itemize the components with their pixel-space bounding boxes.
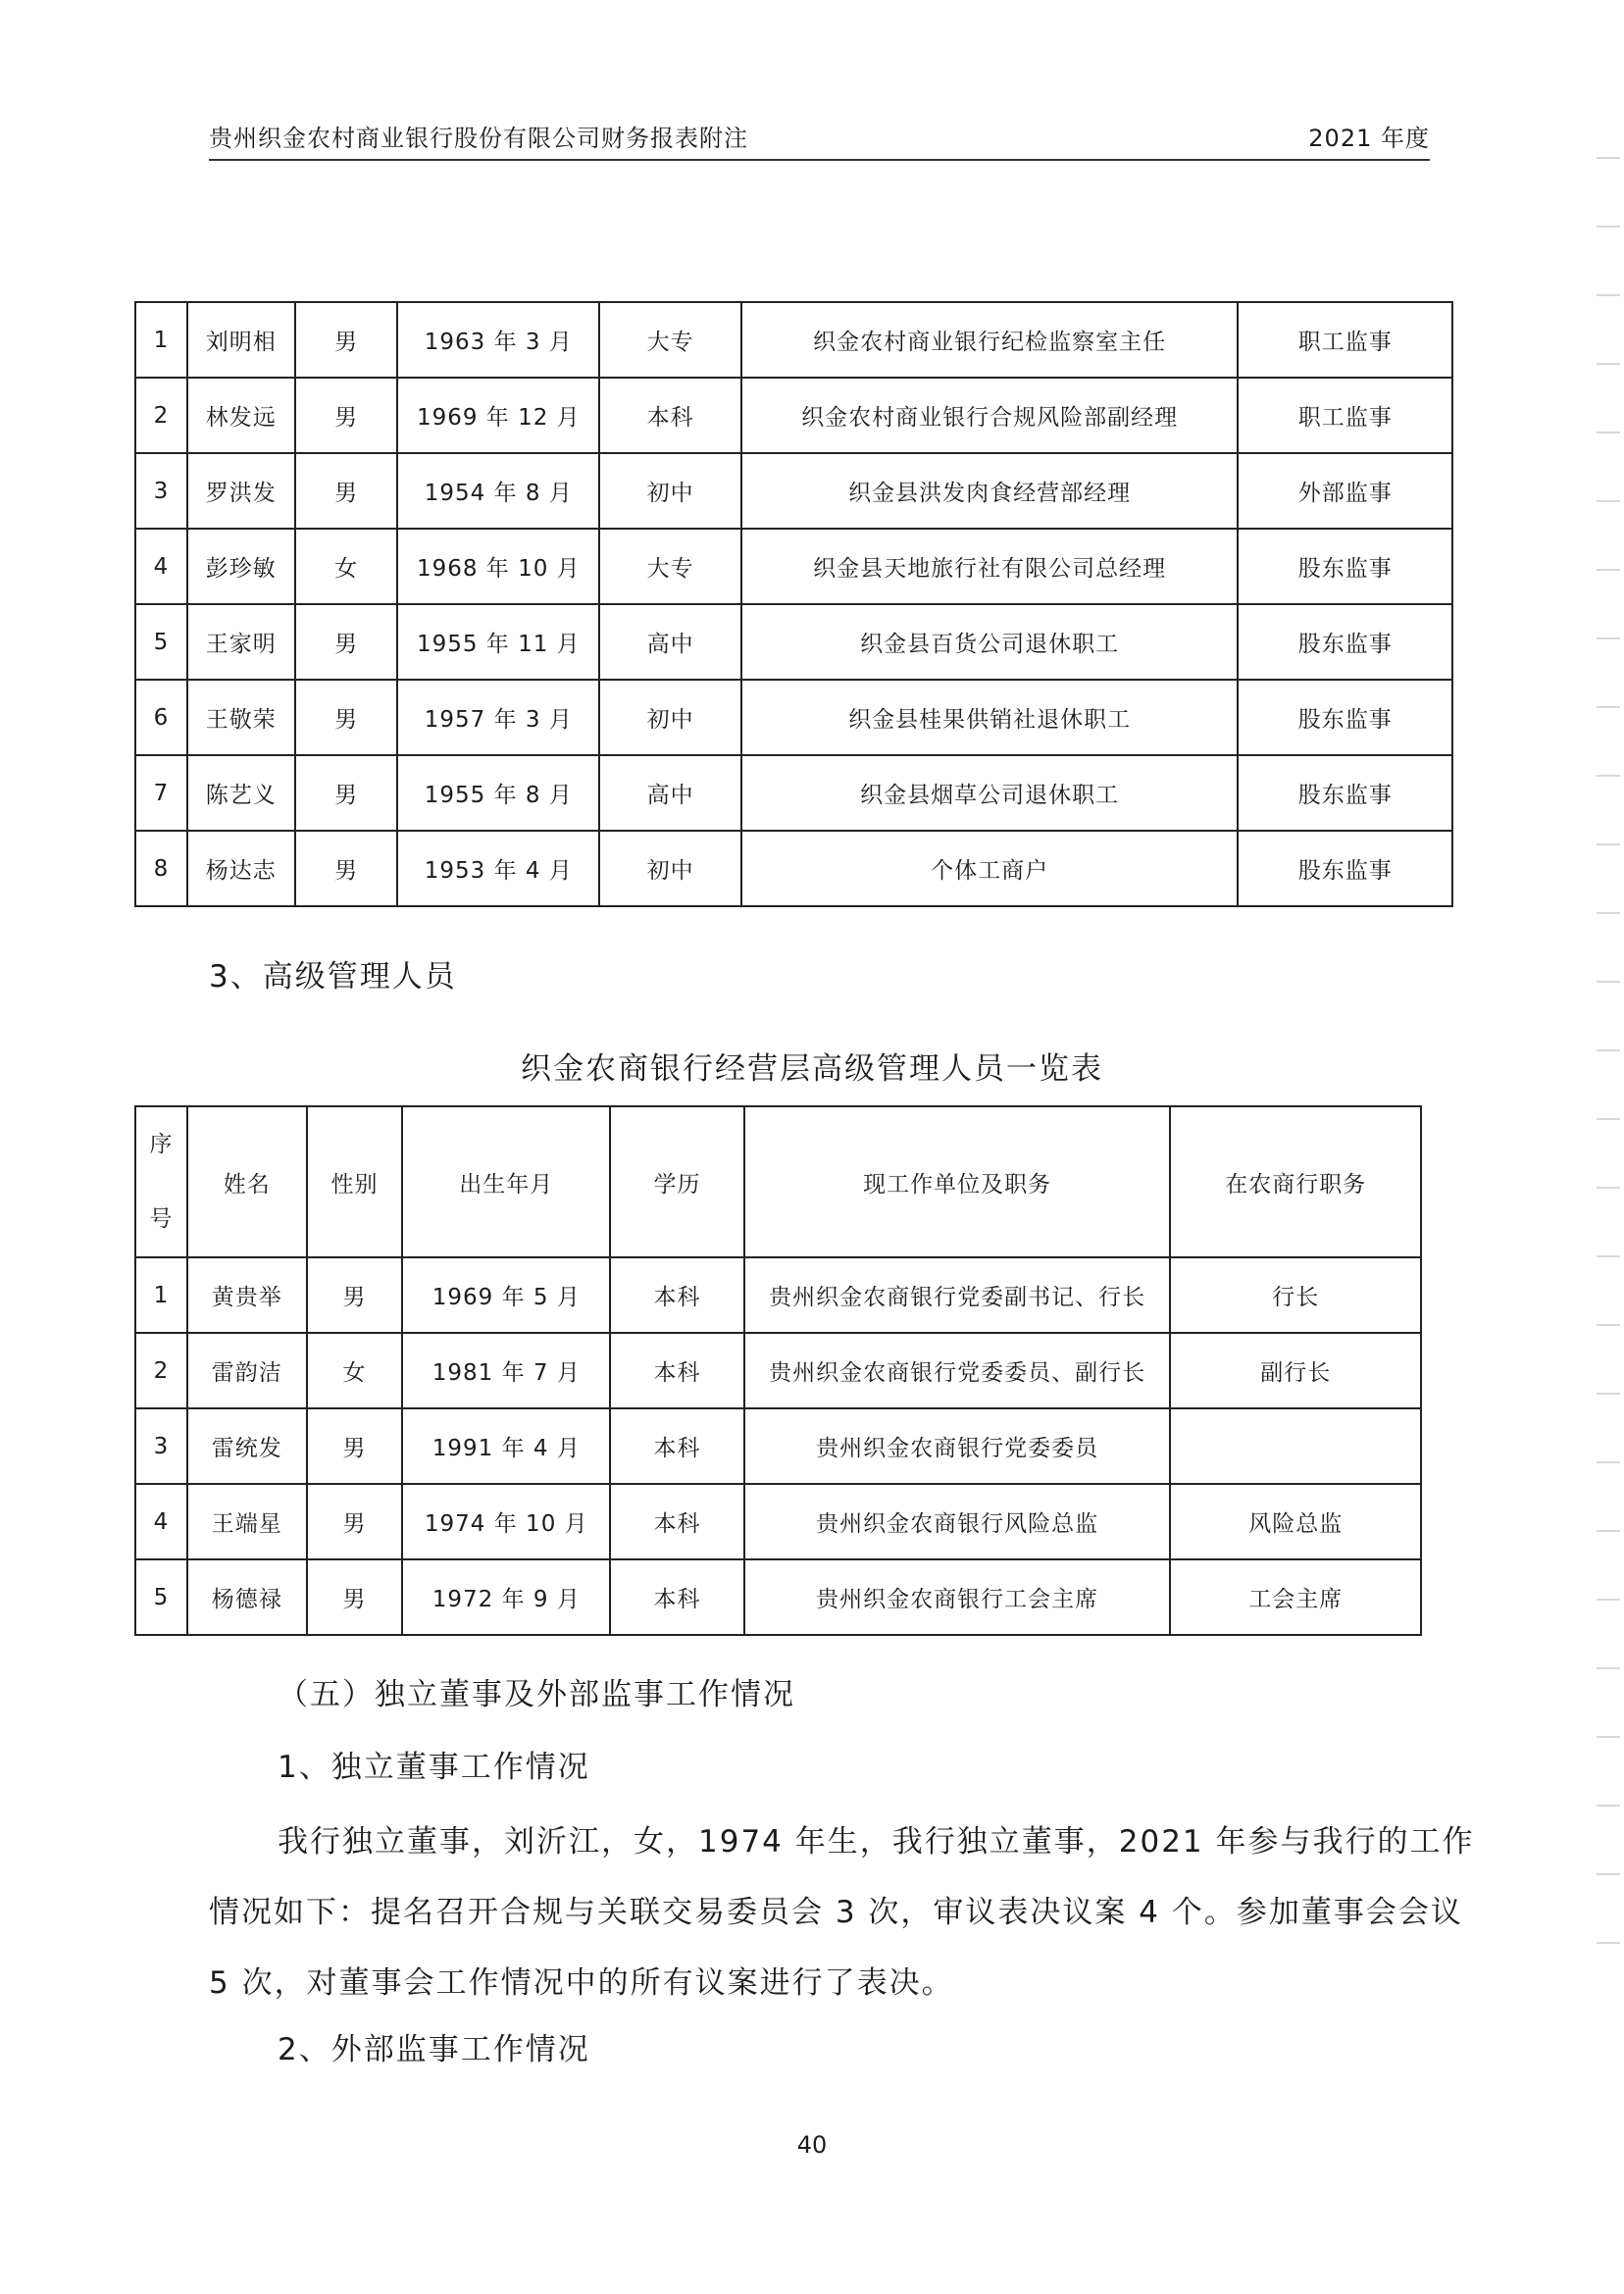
cell-gender: 男 xyxy=(295,302,398,378)
cell-birth: 1963 年 3 月 xyxy=(397,302,599,378)
cell-no: 8 xyxy=(135,831,187,906)
cell-unit: 织金县烟草公司退休职工 xyxy=(741,755,1239,831)
cell-education: 大专 xyxy=(599,302,741,378)
header-name: 姓名 xyxy=(187,1106,307,1257)
cell-birth: 1981 年 7 月 xyxy=(402,1333,610,1408)
cell-gender: 男 xyxy=(295,831,398,906)
header-education: 学历 xyxy=(610,1106,744,1257)
table-row xyxy=(135,1559,1421,1635)
table-row xyxy=(135,680,1452,755)
cell-gender: 女 xyxy=(307,1333,403,1408)
management-table-header xyxy=(135,1106,1421,1257)
cell-education: 本科 xyxy=(610,1333,744,1408)
cell-unit: 织金农村商业银行合规风险部副经理 xyxy=(741,378,1239,453)
cell-unit: 织金农村商业银行纪检监察室主任 xyxy=(741,302,1239,378)
supervisors-table xyxy=(134,301,1453,907)
cell-no: 1 xyxy=(135,1257,187,1333)
cell-role: 风险总监 xyxy=(1170,1484,1421,1559)
cell-name: 杨达志 xyxy=(187,831,295,906)
table-row xyxy=(135,302,1452,378)
cell-role: 职工监事 xyxy=(1238,378,1452,453)
cell-birth: 1968 年 10 月 xyxy=(397,529,599,604)
cell-gender: 男 xyxy=(307,1484,403,1559)
cell-gender: 女 xyxy=(295,529,398,604)
cell-education: 高中 xyxy=(599,755,741,831)
cell-education: 本科 xyxy=(610,1484,744,1559)
cell-no: 1 xyxy=(135,302,187,378)
table-row xyxy=(135,529,1452,604)
cell-unit: 贵州织金农商银行党委委员、副行长 xyxy=(744,1333,1171,1408)
cell-role: 股东监事 xyxy=(1238,604,1452,680)
cell-no: 4 xyxy=(135,529,187,604)
table-row xyxy=(135,1408,1421,1484)
section5-heading: （五）独立董事及外部监事工作情况 xyxy=(278,1677,795,1712)
section3-heading: 3、高级管理人员 xyxy=(209,959,457,994)
cell-gender: 男 xyxy=(307,1257,403,1333)
cell-education: 本科 xyxy=(599,378,741,453)
table-row xyxy=(135,1333,1421,1408)
cell-role: 股东监事 xyxy=(1238,755,1452,831)
cell-gender: 男 xyxy=(295,755,398,831)
cell-unit: 织金县天地旅行社有限公司总经理 xyxy=(741,529,1239,604)
cell-name: 王敬荣 xyxy=(187,680,295,755)
cell-name: 雷统发 xyxy=(187,1408,307,1484)
cell-education: 初中 xyxy=(599,831,741,906)
cell-birth: 1991 年 4 月 xyxy=(402,1408,610,1484)
cell-education: 本科 xyxy=(610,1408,744,1484)
header-seq-top: 序 xyxy=(149,1132,174,1157)
cell-role: 股东监事 xyxy=(1238,680,1452,755)
cell-birth: 1957 年 3 月 xyxy=(397,680,599,755)
table-row xyxy=(135,1484,1421,1559)
cell-role: 外部监事 xyxy=(1238,453,1452,529)
independent-director-heading: 1、独立董事工作情况 xyxy=(278,1750,590,1785)
cell-birth: 1954 年 8 月 xyxy=(397,453,599,529)
page-number: 40 xyxy=(796,2131,828,2159)
cell-unit: 贵州织金农商银行工会主席 xyxy=(744,1559,1171,1635)
cell-name: 林发远 xyxy=(187,378,295,453)
cell-name: 雷韵洁 xyxy=(187,1333,307,1408)
header-seq xyxy=(135,1106,187,1257)
cell-unit: 织金县百货公司退休职工 xyxy=(741,604,1239,680)
cell-no: 4 xyxy=(135,1484,187,1559)
cell-education: 大专 xyxy=(599,529,741,604)
management-table xyxy=(134,1105,1422,1636)
cell-no: 2 xyxy=(135,1333,187,1408)
management-table-title: 织金农商银行经营层高级管理人员一览表 xyxy=(521,1051,1103,1087)
cell-unit: 织金县桂果供销社退休职工 xyxy=(741,680,1239,755)
cell-gender: 男 xyxy=(307,1559,403,1635)
cell-birth: 1974 年 10 月 xyxy=(402,1484,610,1559)
cell-gender: 男 xyxy=(307,1408,403,1484)
cell-birth: 1955 年 11 月 xyxy=(397,604,599,680)
cell-birth: 1955 年 8 月 xyxy=(397,755,599,831)
cell-unit: 贵州织金农商银行党委副书记、行长 xyxy=(744,1257,1171,1333)
header-year: 2021 年度 xyxy=(1308,125,1430,152)
paragraph-line: 我行独立董事，刘沂江，女，1974 年生，我行独立董事，2021 年参与我行的工作 xyxy=(278,1824,1475,1860)
table-row xyxy=(135,604,1452,680)
cell-gender: 男 xyxy=(295,680,398,755)
cell-name: 刘明相 xyxy=(187,302,295,378)
cell-gender: 男 xyxy=(295,378,398,453)
header-role: 在农商行职务 xyxy=(1170,1106,1421,1257)
cell-role: 股东监事 xyxy=(1238,529,1452,604)
table-row xyxy=(135,378,1452,453)
header-seq-gap xyxy=(136,1163,186,1200)
cell-role: 职工监事 xyxy=(1238,302,1452,378)
cell-name: 陈艺义 xyxy=(187,755,295,831)
table-row xyxy=(135,453,1452,529)
independent-director-paragraph xyxy=(209,1807,1475,2018)
cell-gender: 男 xyxy=(295,453,398,529)
cell-name: 彭珍敏 xyxy=(187,529,295,604)
cell-birth: 1969 年 12 月 xyxy=(397,378,599,453)
header-birth: 出生年月 xyxy=(402,1106,610,1257)
cell-birth: 1969 年 5 月 xyxy=(402,1257,610,1333)
header-seq-bottom: 号 xyxy=(149,1206,174,1232)
cell-name: 王家明 xyxy=(187,604,295,680)
cell-education: 本科 xyxy=(610,1257,744,1333)
cell-unit: 贵州织金农商银行风险总监 xyxy=(744,1484,1171,1559)
cell-birth: 1953 年 4 月 xyxy=(397,831,599,906)
cell-no: 3 xyxy=(135,1408,187,1484)
header-unit: 现工作单位及职务 xyxy=(744,1106,1171,1257)
cell-role: 副行长 xyxy=(1170,1333,1421,1408)
cell-role xyxy=(1170,1408,1421,1484)
cell-unit: 个体工商户 xyxy=(741,831,1239,906)
cell-role: 股东监事 xyxy=(1238,831,1452,906)
cell-gender: 男 xyxy=(295,604,398,680)
scan-edge-marks xyxy=(1581,0,1620,1962)
cell-no: 6 xyxy=(135,680,187,755)
page-header xyxy=(209,120,1430,161)
table-row xyxy=(135,831,1452,906)
cell-no: 7 xyxy=(135,755,187,831)
cell-role: 行长 xyxy=(1170,1257,1421,1333)
cell-education: 本科 xyxy=(610,1559,744,1635)
header-title: 贵州织金农村商业银行股份有限公司财务报表附注 xyxy=(209,125,748,152)
cell-no: 5 xyxy=(135,604,187,680)
cell-no: 2 xyxy=(135,378,187,453)
cell-name: 王端星 xyxy=(187,1484,307,1559)
cell-role: 工会主席 xyxy=(1170,1559,1421,1635)
cell-name: 罗洪发 xyxy=(187,453,295,529)
paragraph-line: 5 次，对董事会工作情况中的所有议案进行了表决。 xyxy=(209,1965,954,2001)
cell-name: 黄贵举 xyxy=(187,1257,307,1333)
table-row xyxy=(135,1257,1421,1333)
table-row xyxy=(135,755,1452,831)
cell-no: 3 xyxy=(135,453,187,529)
cell-education: 高中 xyxy=(599,604,741,680)
cell-unit: 贵州织金农商银行党委委员 xyxy=(744,1408,1171,1484)
cell-no: 5 xyxy=(135,1559,187,1635)
cell-unit: 织金县洪发肉食经营部经理 xyxy=(741,453,1239,529)
cell-education: 初中 xyxy=(599,453,741,529)
header-gender: 性别 xyxy=(307,1106,403,1257)
cell-birth: 1972 年 9 月 xyxy=(402,1559,610,1635)
external-supervisor-heading: 2、外部监事工作情况 xyxy=(278,2032,590,2067)
cell-name: 杨德禄 xyxy=(187,1559,307,1635)
cell-education: 初中 xyxy=(599,680,741,755)
paragraph-line: 情况如下：提名召开合规与关联交易委员会 3 次，审议表决议案 4 个。参加董事会会议 xyxy=(209,1895,1463,1930)
